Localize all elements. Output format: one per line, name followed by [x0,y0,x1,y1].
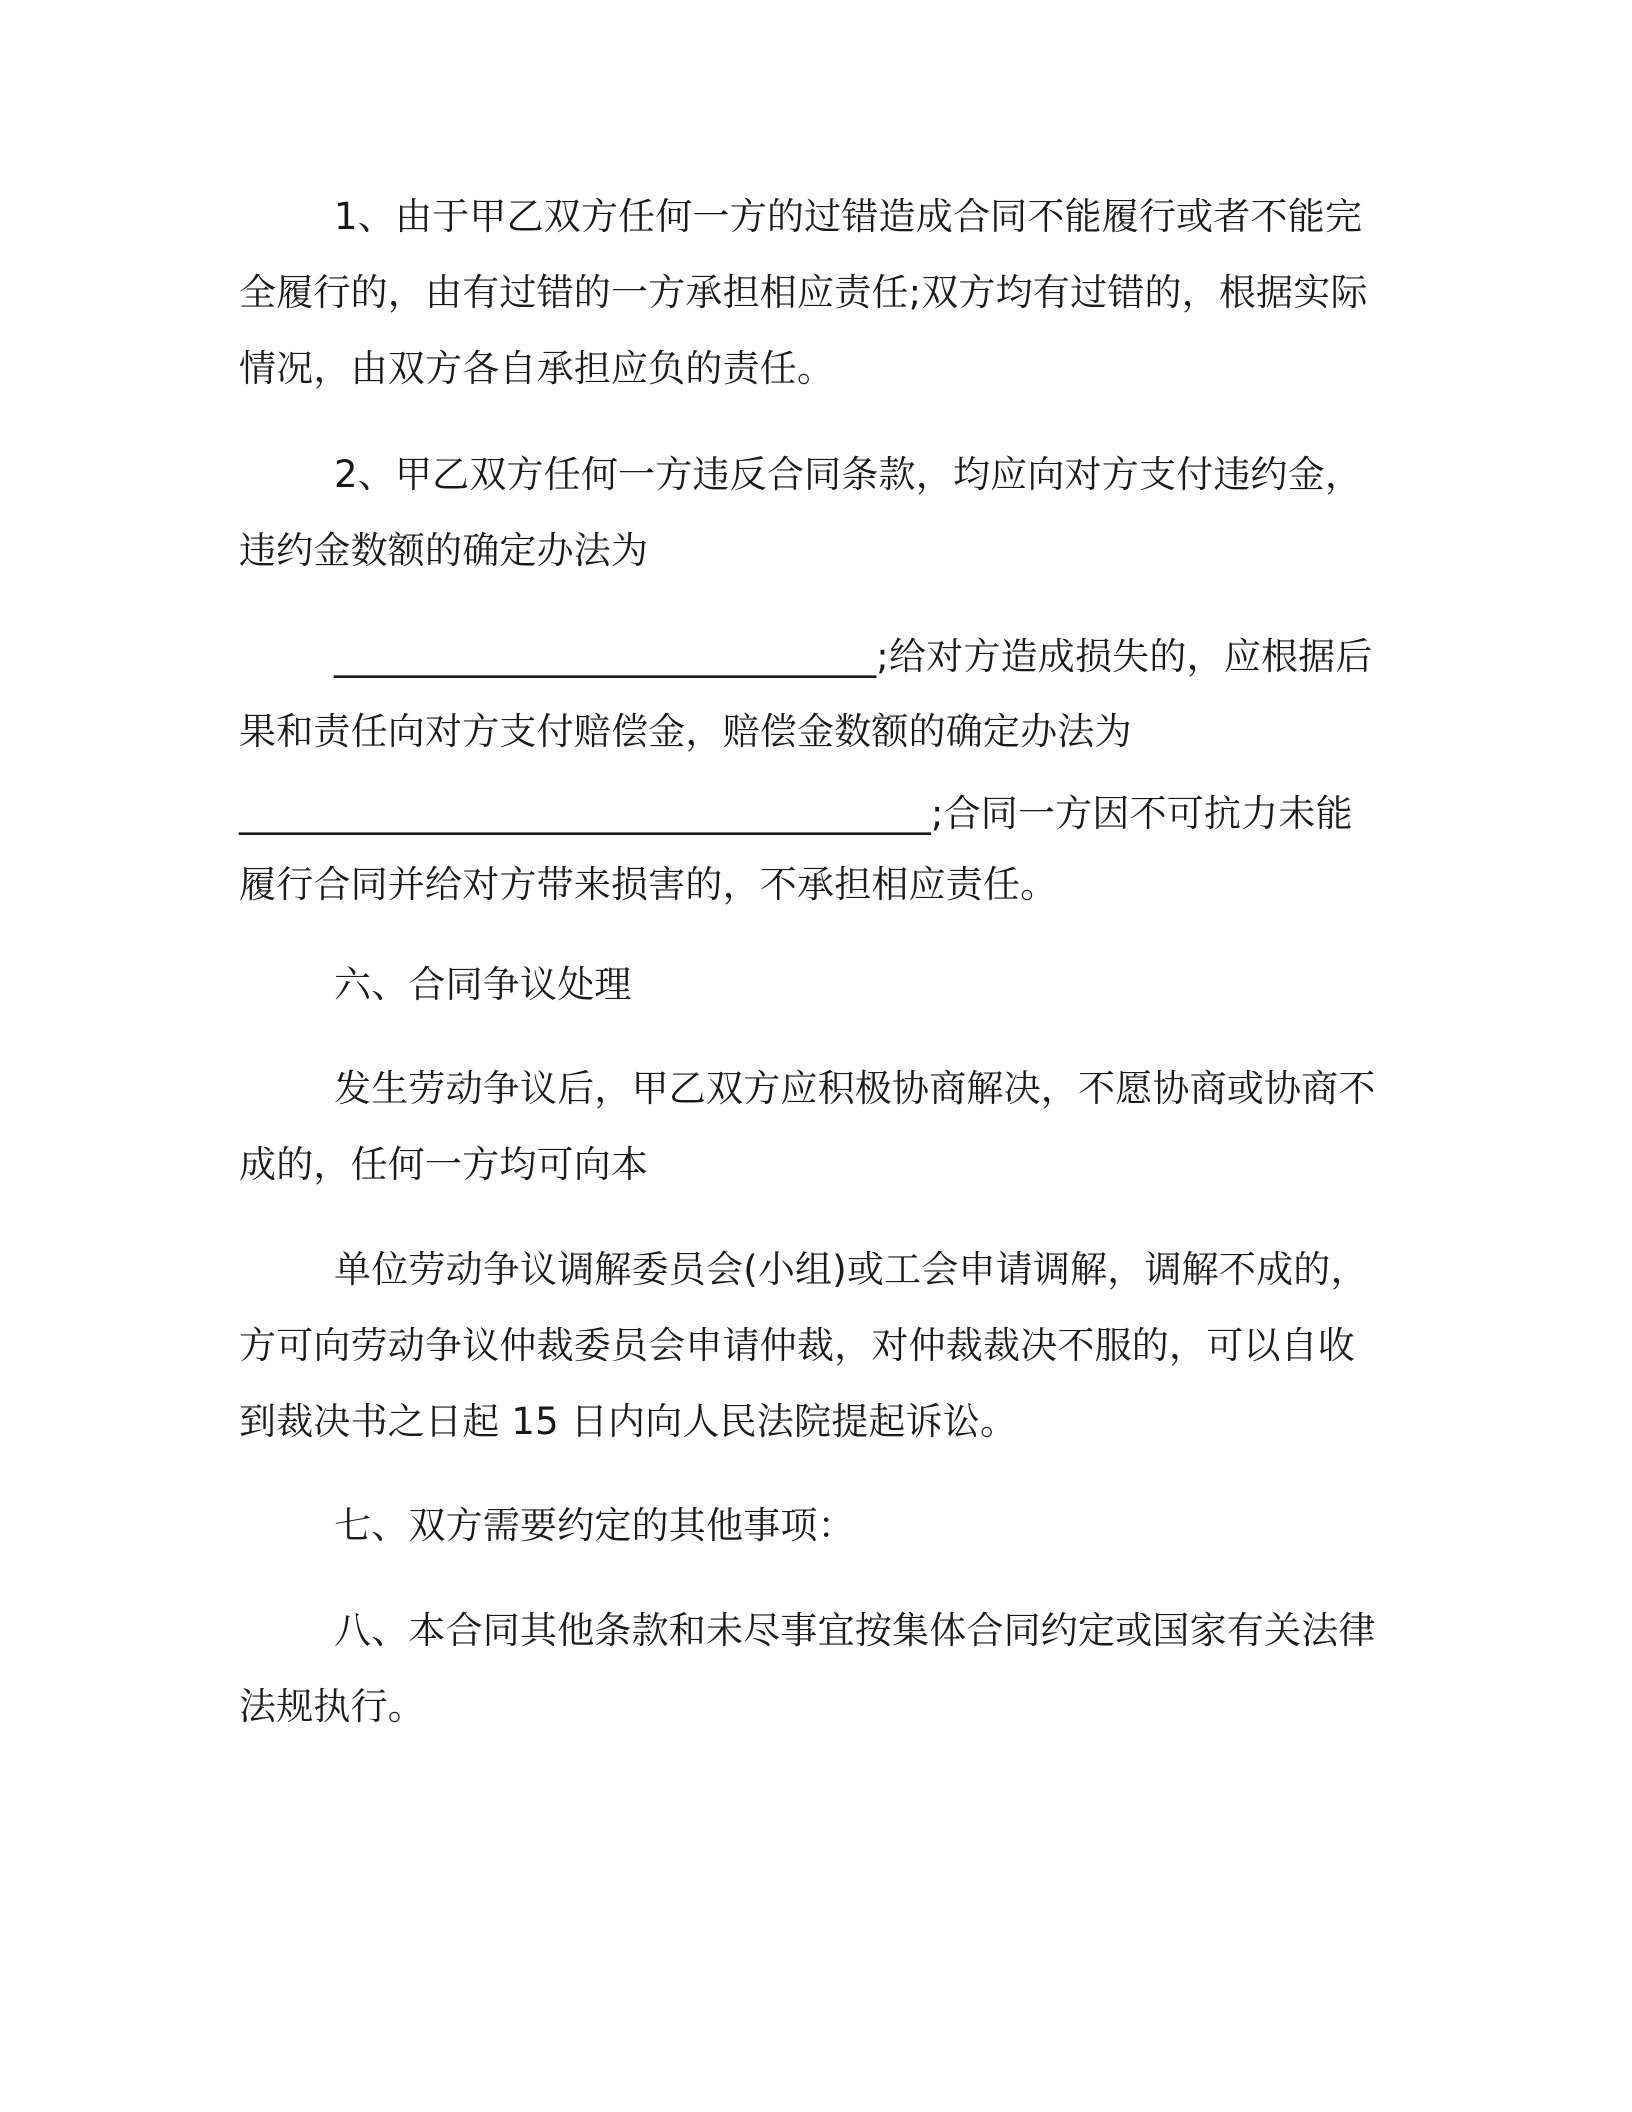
section-6-body-2-line-1: 单位劳动争议调解委员会(小组)或工会申请调解，调解不成的， [334,1248,1368,1291]
clause-2-cont-line-1: _____________________________;给对方造成损失的，应根据后 [334,635,1373,678]
clause-1-line-2: 全履行的，由有过错的一方承担相应责任;双方均有过错的，根据实际 [239,271,1368,314]
section-8-line-1: 八、本合同其他条款和未尽事宜按集体合同约定或国家有关法律 [334,1609,1376,1652]
section-6-body-1-line-1: 发生劳动争议后，甲乙双方应积极协商解决，不愿协商或协商不 [334,1067,1376,1110]
section-7-heading: 七、双方需要约定的其他事项： [334,1504,855,1547]
clause-1-line-3: 情况，由双方各自承担应负的责任。 [239,347,835,390]
section-6-body-2-line-2: 方可向劳动争议仲裁委员会申请仲裁，对仲裁裁决不服的，可以自收 [239,1324,1355,1367]
section-6-body-2-line-3: 到裁决书之日起 15 日内向人民法院提起诉讼。 [239,1400,1018,1443]
clause-1-line-1: 1、由于甲乙双方任何一方的过错造成合同不能履行或者不能完 [334,195,1363,238]
clause-2-line-1: 2、甲乙双方任何一方违反合同条款，均应向对方支付违约金， [334,453,1363,496]
section-6-heading: 六、合同争议处理 [334,963,632,1006]
section-8-line-2: 法规执行。 [239,1685,425,1728]
clause-2-cont-line-3: _____________________________________;合同一方因不可抗力未能 [239,792,1353,835]
section-6-body-1-line-2: 成的，任何一方均可向本 [239,1143,649,1186]
clause-2-cont-line-2: 果和责任向对方支付赔偿金，赔偿金数额的确定办法为 [239,710,1132,753]
clause-2-cont-line-4: 履行合同并给对方带来损害的，不承担相应责任。 [239,863,1058,906]
clause-2-line-2: 违约金数额的确定办法为 [239,529,649,572]
